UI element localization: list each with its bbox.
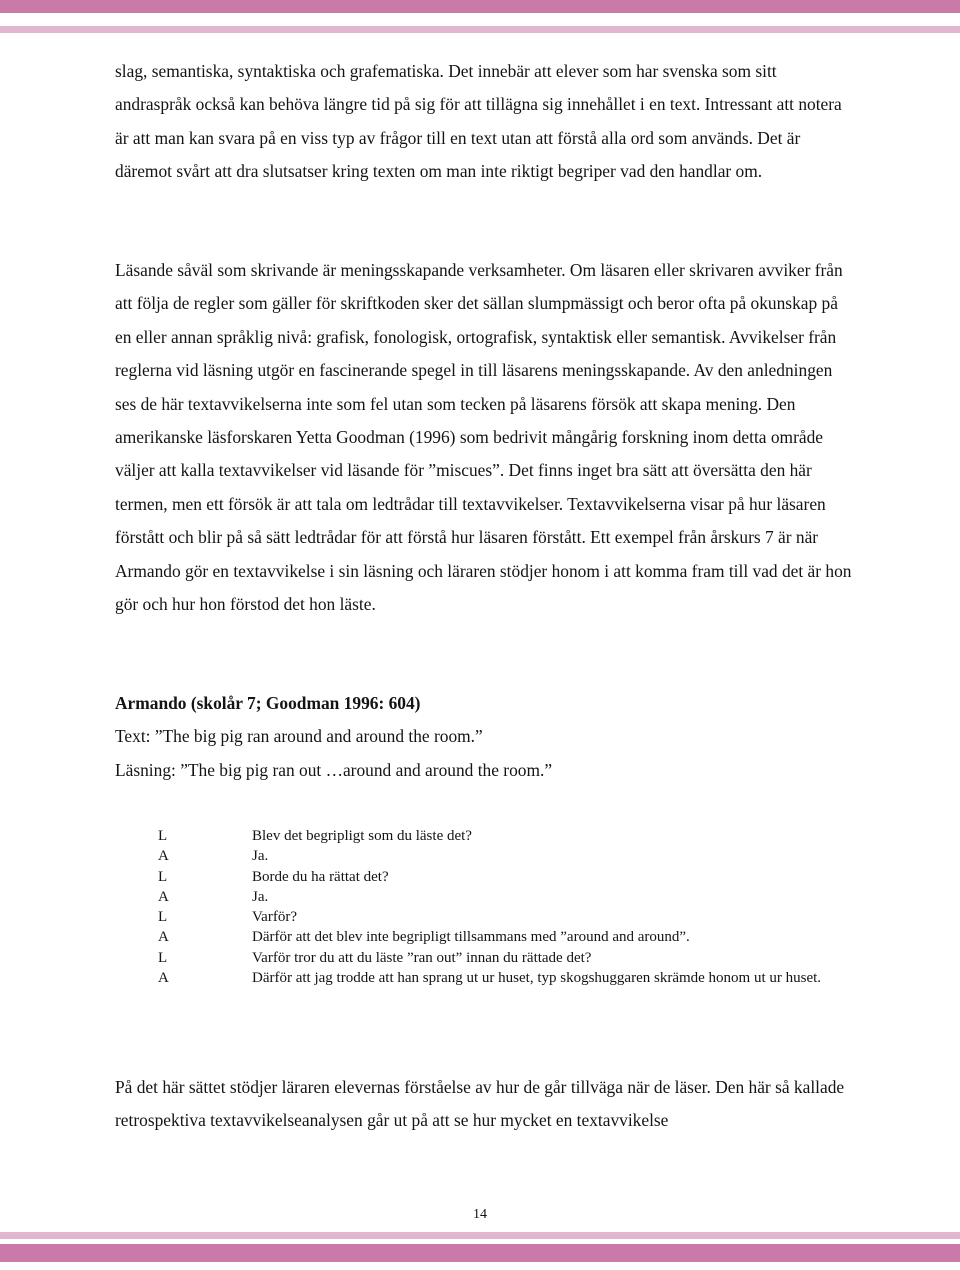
dialogue-speaker: A [158, 970, 169, 987]
example-block [115, 687, 855, 787]
dialogue-utterance: Ja. [252, 848, 269, 865]
dialogue-speaker: L [158, 949, 168, 966]
dialogue-speaker: A [158, 929, 169, 946]
dialogue-row [158, 887, 858, 907]
example-text-line: Text: ”The big pig ran around and around the room.” [115, 726, 483, 747]
example-reading-line: Läsning: ”The big pig ran out …around and around the room.” [115, 759, 553, 780]
dialogue-speaker: L [158, 909, 168, 926]
dialogue-speaker: L [158, 868, 168, 885]
dialogue-row [158, 826, 858, 846]
dialogue-row [158, 867, 858, 887]
dialogue-speaker: A [158, 848, 169, 865]
dialogue-utterance: Därför att jag trodde att han sprang ut ur huset, typ skogshuggaren skrämde honom ut ur huset. [252, 970, 822, 987]
dialogue-utterance: Varför tror du att du läste ”ran out” innan du rättade det? [252, 949, 592, 966]
header-band-dark [0, 0, 960, 13]
dialogue-row [158, 927, 858, 947]
paragraph-miscues: Läsande såväl som skrivande är meningsskapande verksamheter. Om läsaren eller skrivaren avviker från att följa de regler som gäller för skriftkoden sker det sällan slumpmässigt och beror ofta på okunskap på en eller annan språklig nivå: grafisk, fonologisk, ortografisk, syntaktisk eller semantisk. Avvikelser från reglerna vid läsning utgör en fascinerande spegel in till läsarens meningsskapande. Av den anledningen ses de här textavvikelserna inte som fel utan som tecken på läsarens försök att skapa mening. Den amerikanske läsforskaren Yetta Goodman (1996) som bedrivit mångårig forskning inom detta område väljer att kalla textavvikelser vid läsande för ”miscues”. Det finns inget bra sätt att översätta den här termen, men ett försök är att tala om ledtrådar till textavvikelser. Textavvikelserna visar på hur läsaren förstått och blir på så sätt ledtrådar för att förstå hur läsaren förstått. Ett exempel från årskurs 7 är när Armando gör en textavvikelse i sin läsning och läraren stödjer honom i att komma fram till vad det är hon gör och hur hon förstod det hon läste. [115, 260, 852, 615]
dialogue-transcript [158, 826, 858, 988]
paragraph-intro: slag, semantiska, syntaktiska och grafematiska. Det innebär att elever som har svenska som sitt andraspråk också kan behöva längre tid på sig för att tillägna sig innehållet i en text. Intressant att notera är att man kan svara på en viss typ av frågor till en text utan att förstå alla ord som används. Det är däremot svårt att dra slutsatser kring texten om man inte riktigt begriper vad den handlar om. [115, 61, 842, 182]
dialogue-row [158, 907, 858, 927]
dialogue-utterance: Varför? [252, 909, 297, 926]
footer-band-light [0, 1232, 960, 1239]
footer-band-dark [0, 1244, 960, 1262]
dialogue-utterance: Därför att det blev inte begripligt tillsammans med ”around and around”. [252, 929, 690, 946]
header-band-light [0, 26, 960, 33]
dialogue-utterance: Borde du ha rättat det? [252, 868, 389, 885]
dialogue-speaker: A [158, 888, 169, 905]
example-title: Armando (skolår 7; Goodman 1996: 604) [115, 693, 421, 713]
paragraph-retrospective: På det här sättet stödjer läraren elevernas förståelse av hur de går tillväga när de läser. Den här så kallade retrospektiva textavvikelseanalysen går ut på att se hur mycket en textavvikelse [115, 1077, 845, 1131]
dialogue-row [158, 948, 858, 968]
page-number: 14 [473, 1207, 487, 1222]
dialogue-utterance: Blev det begripligt som du läste det? [252, 828, 472, 844]
dialogue-utterance: Ja. [252, 888, 269, 905]
dialogue-row [158, 968, 858, 988]
dialogue-speaker: L [158, 828, 168, 844]
dialogue-row [158, 846, 858, 866]
